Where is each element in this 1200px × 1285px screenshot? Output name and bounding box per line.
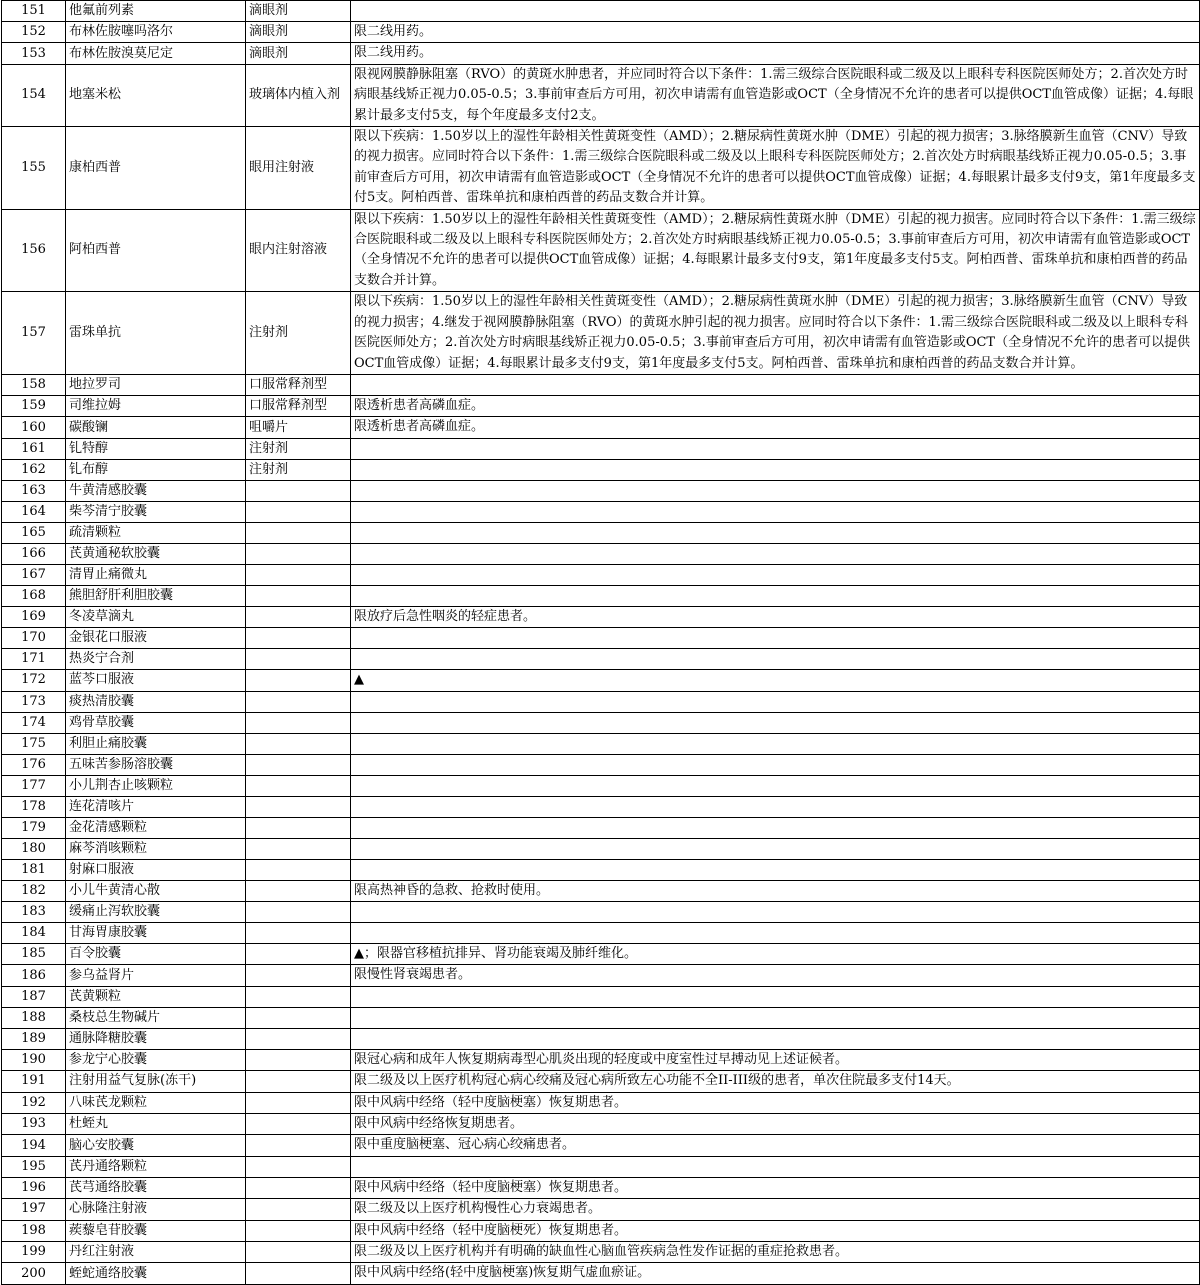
drug-name-cell: 清胃止痛微丸 [66,564,246,585]
table-row [2,480,1200,501]
payment-restriction-cell: 限二级及以上医疗机构慢性心力衰竭患者。 [351,1199,1200,1220]
table-row [2,796,1200,817]
row-number-cell: 186 [2,965,66,986]
row-number-cell: 178 [2,796,66,817]
table-row [2,691,1200,712]
table-row [2,501,1200,522]
row-number-cell: 168 [2,585,66,606]
drug-name-cell: 钆布醇 [66,459,246,480]
drug-name-cell: 钆特醇 [66,438,246,459]
drug-name-cell: 金花清感颗粒 [66,817,246,838]
drug-name-cell: 司维拉姆 [66,395,246,416]
dosage-form-cell: 注射剂 [246,292,351,375]
table-row [2,64,1200,126]
payment-restriction-cell: 限中风病中经络（轻中度脑梗死）恢复期患者。 [351,1220,1200,1241]
row-number-cell: 180 [2,838,66,859]
dosage-form-cell [246,1220,351,1241]
row-number-cell: 154 [2,64,66,126]
dosage-form-cell [246,986,351,1007]
drug-name-cell: 雷珠单抗 [66,292,246,375]
payment-restriction-cell [351,733,1200,754]
dosage-form-cell [246,1049,351,1070]
drug-name-cell: 八味芪龙颗粒 [66,1092,246,1113]
drug-name-cell: 鸡骨草胶囊 [66,712,246,733]
drug-name-cell: 参龙宁心胶囊 [66,1049,246,1070]
dosage-form-cell [246,522,351,543]
row-number-cell: 197 [2,1199,66,1220]
drug-name-cell: 蒺藜皂苷胶囊 [66,1220,246,1241]
payment-restriction-cell: 限中风病中经络（轻中度脑梗塞）恢复期患者。 [351,1177,1200,1198]
row-number-cell: 198 [2,1220,66,1241]
payment-restriction-cell [351,754,1200,775]
payment-restriction-cell: 限二级及以上医疗机构冠心病心绞痛及冠心病所致左心功能不全II-III级的患者，单次住院最多支付14天。 [351,1071,1200,1092]
row-number-cell: 187 [2,986,66,1007]
drug-name-cell: 百令胶囊 [66,943,246,964]
row-number-cell: 199 [2,1242,66,1263]
row-number-cell: 163 [2,480,66,501]
drug-name-cell: 小儿牛黄清心散 [66,880,246,901]
payment-restriction-cell [351,438,1200,459]
row-number-cell: 172 [2,670,66,691]
payment-restriction-cell [351,522,1200,543]
row-number-cell: 161 [2,438,66,459]
row-number-cell: 174 [2,712,66,733]
table-row [2,522,1200,543]
dosage-form-cell [246,943,351,964]
payment-restriction-cell: 限以下疾病：1.50岁以上的湿性年龄相关性黄斑变性（AMD）；2.糖尿病性黄斑水肿（DME）引起的视力损害；3.脉络膜新生血管（CNV）导致的视力损害。应同时符合以下条件：1.需三级综合医院眼科或二级及以上眼科专科医院医师处方；2.首次处方时病眼基线矫正视力0.05-0.5；3.事前审查后方可用，初次申请需有血管造影或OCT（全身情况不允许的患者可以提供OCT血管成像）证据；4.每眼累计最多支付9支，第1年度最多支付5支。阿柏西普、雷珠单抗和康柏西普的药品支数合并计算。 [351,127,1200,210]
dosage-form-cell [246,649,351,670]
row-number-cell: 183 [2,901,66,922]
row-number-cell: 179 [2,817,66,838]
drug-name-cell: 利胆止痛胶囊 [66,733,246,754]
row-number-cell: 195 [2,1156,66,1177]
row-number-cell: 166 [2,543,66,564]
row-number-cell: 167 [2,564,66,585]
payment-restriction-cell: 限中风病中经络恢复期患者。 [351,1113,1200,1134]
row-number-cell: 188 [2,1007,66,1028]
table-row [2,606,1200,627]
table-row [2,817,1200,838]
table-row [2,775,1200,796]
payment-restriction-cell [351,986,1200,1007]
table-row [2,1049,1200,1070]
payment-restriction-cell [351,691,1200,712]
dosage-form-cell [246,1028,351,1049]
dosage-form-cell [246,606,351,627]
drug-name-cell: 柴芩清宁胶囊 [66,501,246,522]
dosage-form-cell [246,880,351,901]
drug-name-cell: 心脉隆注射液 [66,1199,246,1220]
table-row [2,564,1200,585]
dosage-form-cell [246,1199,351,1220]
dosage-form-cell [246,480,351,501]
dosage-form-cell: 玻璃体内植入剂 [246,64,351,126]
row-number-cell: 196 [2,1177,66,1198]
dosage-form-cell: 注射剂 [246,459,351,480]
payment-restriction-cell [351,817,1200,838]
row-number-cell: 158 [2,374,66,395]
drug-name-cell: 脑心安胶囊 [66,1135,246,1156]
table-row [2,628,1200,649]
table-row [2,838,1200,859]
dosage-form-cell [246,901,351,922]
payment-restriction-cell [351,459,1200,480]
drug-name-cell: 丹红注射液 [66,1242,246,1263]
payment-restriction-cell: ▲；限器官移植抗排异、肾功能衰竭及肺纤维化。 [351,943,1200,964]
table-row [2,543,1200,564]
drug-name-cell: 热炎宁合剂 [66,649,246,670]
payment-restriction-cell [351,564,1200,585]
dosage-form-cell: 眼内注射溶液 [246,209,351,292]
payment-restriction-cell [351,1007,1200,1028]
payment-restriction-cell [351,501,1200,522]
payment-restriction-cell [351,838,1200,859]
payment-restriction-cell: 限二线用药。 [351,22,1200,43]
dosage-form-cell [246,1113,351,1134]
drug-name-cell: 布林佐胺溴莫尼定 [66,43,246,64]
drug-name-cell: 杜蛭丸 [66,1113,246,1134]
drug-name-cell: 五味苦参肠溶胶囊 [66,754,246,775]
row-number-cell: 162 [2,459,66,480]
drug-name-cell: 芪黄通秘软胶囊 [66,543,246,564]
drug-name-cell: 甘海胃康胶囊 [66,922,246,943]
dosage-form-cell [246,712,351,733]
payment-restriction-cell: 限放疗后急性咽炎的轻症患者。 [351,606,1200,627]
dosage-form-cell [246,1071,351,1092]
row-number-cell: 184 [2,922,66,943]
dosage-form-cell: 滴眼剂 [246,22,351,43]
drug-name-cell: 地塞米松 [66,64,246,126]
table-row [2,712,1200,733]
table-row [2,859,1200,880]
dosage-form-cell [246,817,351,838]
dosage-form-cell [246,1092,351,1113]
table-row [2,374,1200,395]
payment-restriction-cell [351,1156,1200,1177]
table-row [2,901,1200,922]
payment-restriction-cell [351,796,1200,817]
row-number-cell: 160 [2,417,66,438]
dosage-form-cell: 口服常释剂型 [246,395,351,416]
dosage-form-cell [246,1263,351,1284]
dosage-form-cell: 口服常释剂型 [246,374,351,395]
dosage-form-cell [246,564,351,585]
dosage-form-cell [246,965,351,986]
table-row [2,733,1200,754]
payment-restriction-cell: 限慢性肾衰竭患者。 [351,965,1200,986]
table-row [2,1263,1200,1284]
drug-name-cell: 他氟前列素 [66,1,246,22]
drug-name-cell: 桑枝总生物碱片 [66,1007,246,1028]
dosage-form-cell [246,775,351,796]
drug-name-cell: 熊胆舒肝利胆胶囊 [66,585,246,606]
dosage-form-cell [246,543,351,564]
drug-name-cell: 芪丹通络颗粒 [66,1156,246,1177]
payment-restriction-cell: 限中重度脑梗塞、冠心病心绞痛患者。 [351,1135,1200,1156]
row-number-cell: 185 [2,943,66,964]
dosage-form-cell [246,838,351,859]
table-row [2,922,1200,943]
payment-restriction-cell [351,775,1200,796]
drug-name-cell: 牛黄清感胶囊 [66,480,246,501]
drug-name-cell: 布林佐胺噻吗洛尔 [66,22,246,43]
row-number-cell: 175 [2,733,66,754]
payment-restriction-cell [351,628,1200,649]
payment-restriction-cell [351,480,1200,501]
row-number-cell: 192 [2,1092,66,1113]
payment-restriction-cell [351,374,1200,395]
drug-name-cell: 通脉降糖胶囊 [66,1028,246,1049]
dosage-form-cell [246,1135,351,1156]
row-number-cell: 189 [2,1028,66,1049]
table-row [2,22,1200,43]
table-row [2,1113,1200,1134]
table-row [2,1028,1200,1049]
payment-restriction-cell [351,712,1200,733]
drug-name-cell: 康柏西普 [66,127,246,210]
row-number-cell: 190 [2,1049,66,1070]
table-row [2,986,1200,1007]
table-row [2,127,1200,210]
dosage-form-cell [246,922,351,943]
row-number-cell: 200 [2,1263,66,1284]
table-row [2,395,1200,416]
row-number-cell: 170 [2,628,66,649]
table-row [2,43,1200,64]
row-number-cell: 159 [2,395,66,416]
table-row [2,965,1200,986]
dosage-form-cell: 咀嚼片 [246,417,351,438]
dosage-form-cell: 眼用注射液 [246,127,351,210]
payment-restriction-cell: 限中风病中经络（轻中度脑梗塞）恢复期患者。 [351,1092,1200,1113]
drug-name-cell: 金银花口服液 [66,628,246,649]
payment-restriction-cell [351,901,1200,922]
row-number-cell: 153 [2,43,66,64]
dosage-form-cell [246,1242,351,1263]
table-row [2,754,1200,775]
payment-restriction-cell [351,543,1200,564]
table-row [2,1092,1200,1113]
table-row [2,943,1200,964]
dosage-form-cell [246,796,351,817]
drug-name-cell: 冬凌草滴丸 [66,606,246,627]
row-number-cell: 194 [2,1135,66,1156]
table-row [2,1156,1200,1177]
dosage-form-cell [246,1007,351,1028]
drug-name-cell: 麻芩消咳颗粒 [66,838,246,859]
table-row [2,1,1200,22]
payment-restriction-cell [351,859,1200,880]
table-row [2,585,1200,606]
payment-restriction-cell: ▲ [351,670,1200,691]
drug-name-cell: 芪黄颗粒 [66,986,246,1007]
dosage-form-cell [246,859,351,880]
row-number-cell: 193 [2,1113,66,1134]
row-number-cell: 191 [2,1071,66,1092]
payment-restriction-cell: 限以下疾病：1.50岁以上的湿性年龄相关性黄斑变性（AMD）；2.糖尿病性黄斑水肿（DME）引起的视力损害。应同时符合以下条件：1.需三级综合医院眼科或二级及以上眼科专科医院医师处方；2.首次处方时病眼基线矫正视力0.05-0.5；3.事前审查后方可用，初次申请需有血管造影或OCT（全身情况不允许的患者可以提供OCT血管成像）证据；4.每眼累计最多支付9支，第1年度最多支付5支。阿柏西普、雷珠单抗和康柏西普的药品支数合并计算。 [351,209,1200,292]
dosage-form-cell [246,1156,351,1177]
payment-restriction-cell [351,649,1200,670]
row-number-cell: 177 [2,775,66,796]
dosage-form-cell: 滴眼剂 [246,1,351,22]
drug-name-cell: 痰热清胶囊 [66,691,246,712]
table-row [2,292,1200,375]
drug-list-table [1,0,1200,1285]
table-row [2,1220,1200,1241]
drug-name-cell: 小儿荆杏止咳颗粒 [66,775,246,796]
drug-name-cell: 芪芎通络胶囊 [66,1177,246,1198]
payment-restriction-cell: 限中风病中经络(轻中度脑梗塞)恢复期气虚血瘀证。 [351,1263,1200,1284]
row-number-cell: 171 [2,649,66,670]
payment-restriction-cell: 限二级及以上医疗机构并有明确的缺血性心脑血管疾病急性发作证据的重症抢救患者。 [351,1242,1200,1263]
drug-name-cell: 地拉罗司 [66,374,246,395]
row-number-cell: 169 [2,606,66,627]
payment-restriction-cell: 限透析患者高磷血症。 [351,417,1200,438]
payment-restriction-cell [351,1,1200,22]
table-row [2,438,1200,459]
table-row [2,649,1200,670]
payment-restriction-cell: 限透析患者高磷血症。 [351,395,1200,416]
drug-name-cell: 注射用益气复脉(冻干) [66,1071,246,1092]
table-row [2,209,1200,292]
payment-restriction-cell: 限二线用药。 [351,43,1200,64]
payment-restriction-cell: 限以下疾病：1.50岁以上的湿性年龄相关性黄斑变性（AMD）；2.糖尿病性黄斑水肿（DME）引起的视力损害；3.脉络膜新生血管（CNV）导致的视力损害；4.继发于视网膜静脉阻塞（RVO）的黄斑水肿引起的视力损害。应同时符合以下条件：1.需三级综合医院眼科或二级及以上眼科专科医院医师处方；2.首次处方时病眼基线矫正视力0.05-0.5；3.事前审查后方可用，初次申请需有血管造影或OCT（全身情况不允许的患者可以提供OCT血管成像）证据；4.每眼累计最多支付9支，第1年度最多支付5支。阿柏西普、雷珠单抗和康柏西普的药品支数合并计算。 [351,292,1200,375]
table-row [2,1242,1200,1263]
dosage-form-cell [246,733,351,754]
dosage-form-cell [246,754,351,775]
payment-restriction-cell [351,1028,1200,1049]
row-number-cell: 157 [2,292,66,375]
row-number-cell: 151 [2,1,66,22]
drug-name-cell: 阿柏西普 [66,209,246,292]
dosage-form-cell [246,585,351,606]
dosage-form-cell [246,691,351,712]
payment-restriction-cell [351,922,1200,943]
row-number-cell: 181 [2,859,66,880]
row-number-cell: 156 [2,209,66,292]
dosage-form-cell: 注射剂 [246,438,351,459]
drug-name-cell: 碳酸镧 [66,417,246,438]
dosage-form-cell [246,670,351,691]
row-number-cell: 152 [2,22,66,43]
payment-restriction-cell: 限冠心病和成年人恢复期病毒型心肌炎出现的轻度或中度室性过早搏动见上述证候者。 [351,1049,1200,1070]
drug-name-cell: 连花清咳片 [66,796,246,817]
table-row [2,670,1200,691]
row-number-cell: 173 [2,691,66,712]
table-row [2,417,1200,438]
dosage-form-cell [246,628,351,649]
row-number-cell: 164 [2,501,66,522]
table-row [2,1135,1200,1156]
row-number-cell: 155 [2,127,66,210]
row-number-cell: 165 [2,522,66,543]
table-row [2,1007,1200,1028]
table-row [2,459,1200,480]
payment-restriction-cell: 限高热神昏的急救、抢救时使用。 [351,880,1200,901]
drug-name-cell: 射麻口服液 [66,859,246,880]
table-row [2,1071,1200,1092]
table-row [2,880,1200,901]
drug-name-cell: 蛭蛇通络胶囊 [66,1263,246,1284]
row-number-cell: 176 [2,754,66,775]
payment-restriction-cell [351,585,1200,606]
dosage-form-cell [246,1177,351,1198]
table-body [2,1,1200,1285]
drug-name-cell: 参乌益肾片 [66,965,246,986]
row-number-cell: 182 [2,880,66,901]
drug-name-cell: 蓝芩口服液 [66,670,246,691]
drug-name-cell: 缓痛止泻软胶囊 [66,901,246,922]
payment-restriction-cell: 限视网膜静脉阻塞（RVO）的黄斑水肿患者，并应同时符合以下条件：1.需三级综合医院眼科或二级及以上眼科专科医院医师处方；2.首次处方时病眼基线矫正视力0.05-0.5；3.事前审查后方可用，初次申请需有血管造影或OCT（全身情况不允许的患者可以提供OCT血管成像）证据；4.每眼累计最多支付5支，每个年度最多支付2支。 [351,64,1200,126]
table-row [2,1199,1200,1220]
dosage-form-cell: 滴眼剂 [246,43,351,64]
drug-name-cell: 疏清颗粒 [66,522,246,543]
dosage-form-cell [246,501,351,522]
table-row [2,1177,1200,1198]
